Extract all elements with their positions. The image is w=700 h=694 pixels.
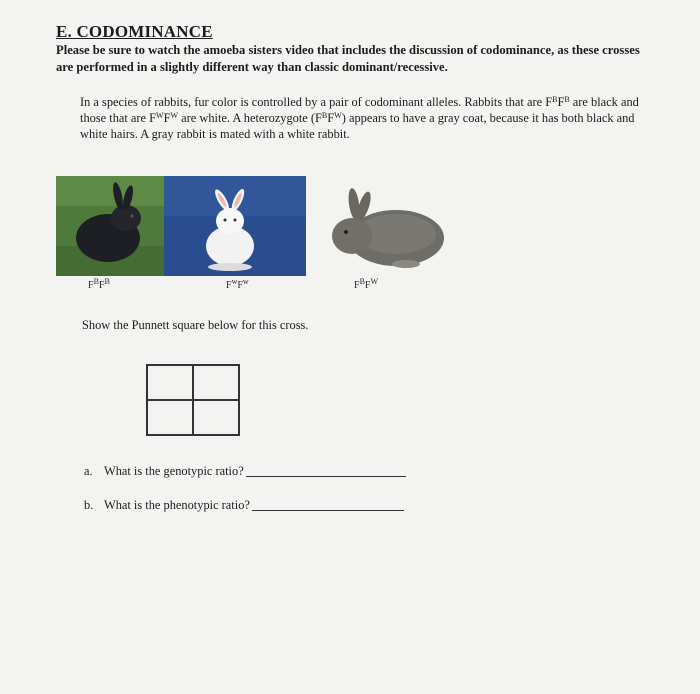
question-b <box>84 498 404 513</box>
punnett-cell[interactable] <box>147 365 193 400</box>
question-letter: b. <box>84 498 94 512</box>
allele-letter: F <box>557 95 565 109</box>
allele-sup: B <box>321 111 328 120</box>
paragraph-part-2: are black and those that are F <box>80 95 639 125</box>
question-text: What is the genotypic ratio? <box>104 464 244 478</box>
punnett-cell[interactable] <box>193 365 239 400</box>
allele-sup: B <box>552 95 558 104</box>
genotype-label-gray: $F^BF^W$ <box>354 277 379 291</box>
white-rabbit-photo <box>164 176 306 276</box>
paragraph-part-3: are white. A heterozygote (F <box>178 111 322 125</box>
punnett-square[interactable] <box>146 364 240 436</box>
allele-sup: W <box>156 111 164 120</box>
problem-paragraph <box>80 94 650 142</box>
punnett-prompt: Show the Punnett square below for this cross. <box>82 318 309 332</box>
question-a <box>84 464 406 479</box>
paragraph-part-1: In a species of rabbits, fur color is controlled by a pair of codominant alleles. Rabbits that are F <box>80 95 553 109</box>
instructions-text: Please be sure to watch the amoeba sisters video that includes the discussion of codominance, as these crosses are performed in a slightly different way than classic dominant/recessive. <box>56 43 640 74</box>
allele-sup: W <box>334 111 342 120</box>
section-title: E. CODOMINANCE <box>56 22 213 41</box>
genotype-label-black: $F^BF^B$ <box>88 277 110 291</box>
black-rabbit-photo <box>56 176 164 276</box>
answer-blank-genotypic[interactable] <box>246 464 406 477</box>
allele-letter: F <box>327 111 335 125</box>
answer-blank-phenotypic[interactable] <box>252 498 404 511</box>
question-letter: a. <box>84 464 93 478</box>
paragraph-part-4: ) appears to have a gray coat, because it has both black and white hairs. A gray rabbit is mated with a white rabbit. <box>80 111 635 141</box>
question-text: What is the phenotypic ratio? <box>104 498 250 512</box>
punnett-cell[interactable] <box>193 400 239 435</box>
punnett-cell[interactable] <box>147 400 193 435</box>
gray-rabbit-photo <box>306 176 458 276</box>
allele-sup: B <box>564 95 570 104</box>
genotype-label-white: $F^wF^w$ <box>226 277 249 291</box>
allele-letter: F <box>163 111 171 125</box>
allele-sup: W <box>170 111 179 120</box>
